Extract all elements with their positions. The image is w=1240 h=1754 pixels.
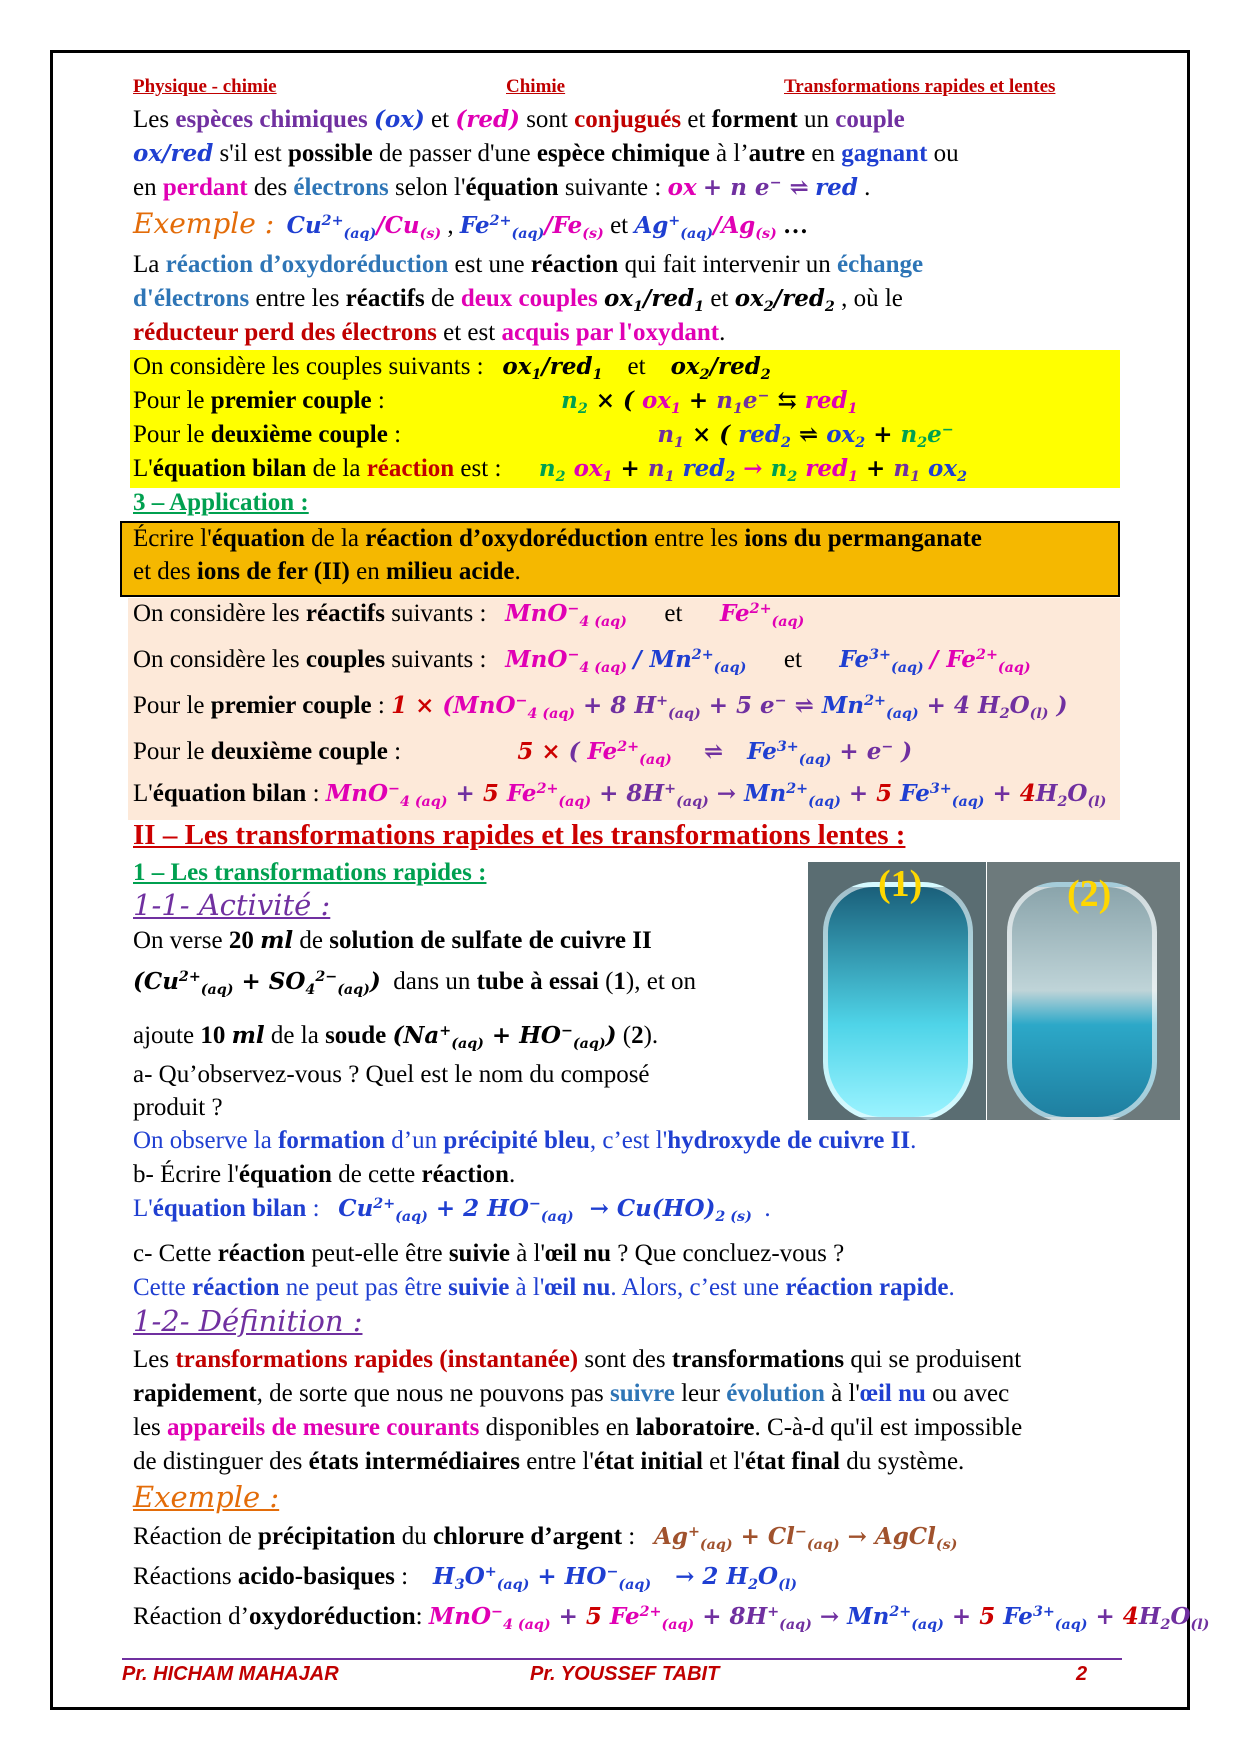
solution-line: L'équation bilan : MnO−$_{4 (aq)}$ + 5 $Fe^{2+}_{(aq)} + 8H^+_{(aq)} \to Mn^{2+}_{(aq)} + 5$ $Fe^{3+}_{(aq)} + 4H_2O_{(l)}$ <box>133 780 1107 810</box>
paragraph-line: La réaction d’oxydoréduction est une réaction qui fait intervenir un échange <box>133 251 924 278</box>
exercise-line: et des ions de fer (II) en milieu acide. <box>133 558 521 585</box>
answer-c: Cette réaction ne peut pas être suivie à l'œil nu. Alors, c’est une réaction rapide. <box>133 1274 955 1301</box>
couple-line: Pour le premier couple : $n_2$ × ( $ox_1 + n_1e^-$ ⇆ red$_1$ <box>133 387 858 417</box>
example-line: Exemple : $Cu^{2+}_{(aq)}/Cu_{(s)}$ , $Fe^{2+}_{(aq)}/Fe_{(s)}$ et $Ag^+_{(aq)}/Ag_{(s)}$ … <box>133 207 809 242</box>
section-exemple: Exemple : <box>133 1480 280 1514</box>
photo-tube-1 <box>808 862 986 1120</box>
question-a-continued: produit ? <box>133 1094 223 1121</box>
solution-line: On considère les couples suivants : $MnO^-_{4 (aq)} / Mn^{2+}_{(aq)}$ et $Fe^{3+}_{(aq)} / Fe^{2+}_{(aq)}$ <box>133 646 1031 676</box>
question-b: b- Écrire l'équation de cette réaction. <box>133 1161 516 1188</box>
definition-line: les appareils de mesure courants disponibles en laboratoire. C-à-d qu'il est impossible <box>133 1414 1023 1441</box>
solution-line: Pour le deuxième couple : 5 × ( $Fe^{2+}_{(aq)}$ ⇌ $Fe^{3+}_{(aq)} + e^-$ ) <box>133 738 913 768</box>
photo-label-1: (1) <box>878 863 923 905</box>
photo-label-2: (2) <box>1067 873 1112 915</box>
couple-line: Pour le deuxième couple : $n_1$ × ( red$_2$ ⇌ $ox_2 + n_2e^-$ <box>133 421 954 451</box>
exercise-line: Écrire l'équation de la réaction d’oxydoréduction entre les ions du permanganate <box>133 525 982 552</box>
example-reaction: Réaction d’oxydoréduction: MnO−$_{4 (aq)}$ + 5 $Fe^{2+}_{(aq)} + 8H^+_{(aq)} \to Mn^{2+}_{(aq)} + 5$ $Fe^{3+}_{(aq)} + 4H_2O_{(l)}$ <box>133 1603 1210 1633</box>
photo-tube-2 <box>987 862 1180 1120</box>
example-reaction: Réaction de précipitation du chlorure d’argent : $Ag^+_{(aq)} + Cl^-_{(aq)}$ → AgCl$_{(s)}$ <box>133 1523 958 1553</box>
definition-line: Les transformations rapides (instantanée) sont des transformations qui se produisent <box>133 1346 1022 1373</box>
exemple-title: Exemple : <box>133 207 275 240</box>
paragraph-line: Les espèces chimiques (ox) et (red) sont conjugués et forment un couple <box>133 106 905 133</box>
activity-line: On verse 20 ml de solution de sulfate de cuivre II <box>133 927 652 954</box>
section-definition: 1-2- Définition : <box>133 1304 363 1338</box>
header-right: Transformations rapides et lentes <box>784 76 1056 97</box>
couple-line: L'équation bilan de la réaction est : $n_2$ $ox_1 + n_1$ $red_2 \to n_2$ $red_1 + n_1$ $ox_2$ <box>133 455 967 485</box>
section-part2: II – Les transformations rapides et les transformations lentes : <box>133 819 906 851</box>
footer-center: Pr. YOUSSEF TABIT <box>530 1663 720 1685</box>
header-center: Chimie <box>506 76 566 97</box>
paragraph-line: en perdant des électrons selon l'équation suivante : ox + n e− ⇌ red . <box>133 174 871 201</box>
page-number: 2 <box>1076 1663 1088 1685</box>
footer-divider <box>122 1658 1122 1660</box>
activity-line: $(Cu^{2+}_{(aq)} + SO_4^{2-}_{(aq)})$ dans un tube à essai (1), et on <box>133 968 697 998</box>
section-application: 3 – Application : <box>133 489 309 516</box>
solution-line: On considère les réactifs suivants : MnO−$_{4 (aq)}$ et $Fe^{2+}_{(aq)}$ <box>133 600 805 630</box>
footer-left: Pr. HICHAM MAHAJAR <box>122 1663 339 1685</box>
example-reaction: Réactions acido-basiques : $H_3O^+_{(aq)} + HO^-_{(aq)} \to 2$ $H_2O_{(l)}$ <box>133 1563 797 1593</box>
paragraph-line: ox/red s'il est possible de passer d'une espèce chimique à l’autre en gagnant ou <box>133 140 959 167</box>
paragraph-line: d'électrons entre les réactifs de deux couples $ox_1/red_1$ et $ox_2/red_2$ , où le <box>133 285 903 315</box>
paragraph-line: réducteur perd des électrons et est acquis par l'oxydant. <box>133 319 726 346</box>
question-a: a- Qu’observez-vous ? Quel est le nom du composé <box>133 1061 650 1088</box>
definition-line: de distinguer des états intermédiaires entre l'état initial et l'état final du système. <box>133 1448 965 1475</box>
solution-line: Pour le premier couple : 1 × (MnO−$_{4 (aq)}$ + 8 $H^+_{(aq)} + 5$ e− ⇌ $Mn^{2+}_{(aq)} + 4$ $H_2O_{(l)}$ ) <box>133 692 1068 722</box>
couple-line: On considère les couples suivants : $ox_1/red_1$ et $ox_2/red_2$ <box>133 353 771 383</box>
activity-line: ajoute 10 ml de la soude $(Na^+_{(aq)} + HO^-_{(aq)})$ (2). <box>133 1022 659 1052</box>
header-left: Physique - chimie <box>133 76 277 97</box>
answer-a: On observe la formation d’un précipité bleu, c’est l'hydroxyde de cuivre II. <box>133 1127 917 1154</box>
definition-line: rapidement, de sorte que nous ne pouvons pas suivre leur évolution à l'œil nu ou avec <box>133 1380 1010 1407</box>
question-c: c- Cette réaction peut-elle être suivie à l'œil nu ? Que concluez-vous ? <box>133 1240 845 1267</box>
section-rapides: 1 – Les transformations rapides : <box>133 859 487 886</box>
answer-b: L'équation bilan : $Cu^{2+}_{(aq)} + 2$ $HO^-_{(aq)} \to Cu(HO)_{2 (s)}$ . <box>133 1195 771 1225</box>
section-activite: 1-1- Activité : <box>133 888 331 922</box>
